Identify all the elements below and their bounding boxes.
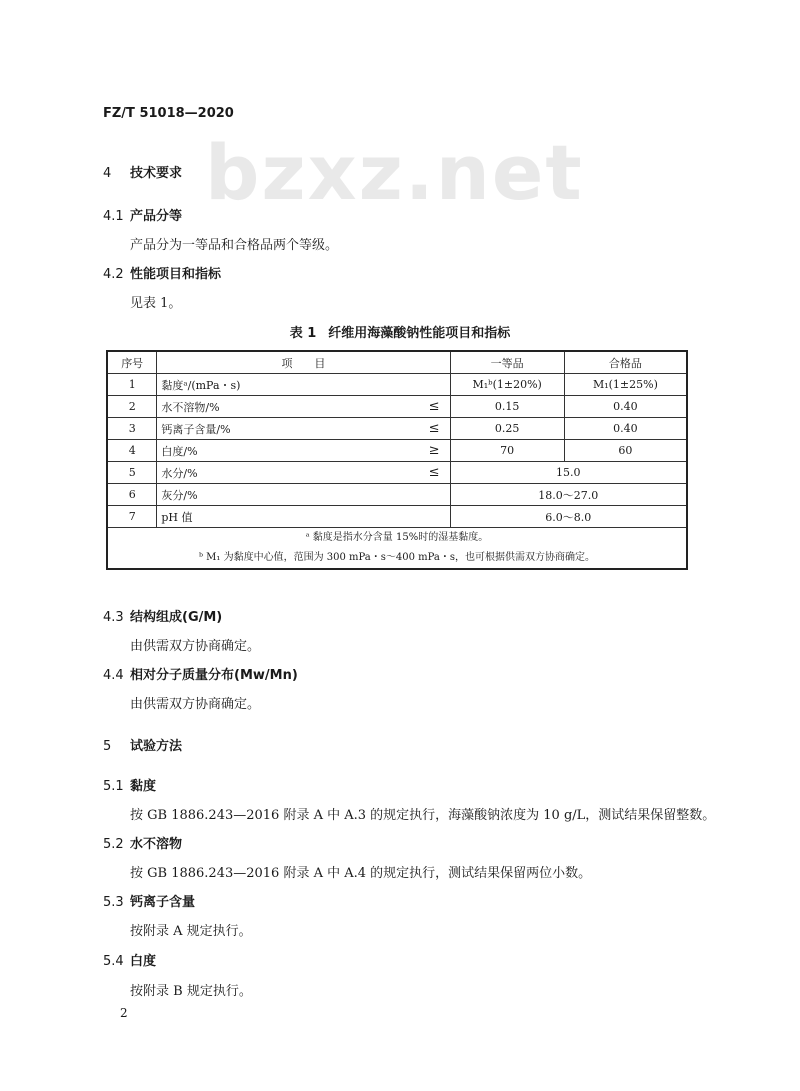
section-title: 钙离子含量 (130, 895, 196, 910)
item-label: pH 值 (161, 510, 193, 524)
item-label: 黏度ᵃ/(mPa・s) (161, 378, 241, 392)
section-5-4-body: 按附录 B 规定执行。 (130, 984, 252, 999)
item-label: 灰分/% (161, 488, 198, 502)
section-5-2-body: 按 GB 1886.243—2016 附录 A 中 A.4 的规定执行，测试结果保留两位小数。 (130, 866, 592, 881)
section-4-heading (103, 162, 182, 181)
section-4-1-body: 产品分为一等品和合格品两个等级。 (130, 238, 339, 253)
item-label: 钙离子含量/% (161, 422, 231, 436)
comparator: ≤ (428, 465, 440, 480)
table-row (107, 484, 687, 506)
table-notes (107, 528, 687, 570)
section-number: 4.2 (103, 267, 124, 282)
section-5-3-heading (103, 891, 195, 910)
page-number: 2 (120, 1006, 128, 1020)
table-row (107, 506, 687, 528)
cell-item (157, 374, 450, 396)
section-number: 4.1 (103, 209, 124, 224)
section-number: 5 (103, 739, 112, 754)
section-number: 4 (103, 166, 112, 181)
cell-no: 4 (107, 440, 157, 462)
header-first-grade: 一等品 (450, 351, 564, 374)
cell-merged-value: 18.0～27.0 (450, 484, 687, 506)
section-4-2-body: 见表 1。 (130, 296, 182, 311)
cell-no: 6 (107, 484, 157, 506)
cell-no: 3 (107, 418, 157, 440)
table-caption-title: 纤维用海藻酸钠性能项目和指标 (328, 326, 511, 341)
cell-no: 1 (107, 374, 157, 396)
table-row (107, 374, 687, 396)
cell-first-grade: 0.15 (450, 396, 564, 418)
cell-item (157, 418, 450, 440)
table-note-b: ᵇ M₁ 为黏度中心值，范围为 300 mPa・s～400 mPa・s，也可根据供需双方协商确定。 (198, 552, 596, 563)
section-4-4-heading (103, 664, 298, 683)
section-title: 相对分子质量分布(Mw/Mn) (130, 668, 298, 683)
cell-no: 5 (107, 462, 157, 484)
section-title: 白度 (130, 954, 157, 969)
table-row (107, 418, 687, 440)
section-title: 技术要求 (130, 166, 183, 181)
section-number: 4.4 (103, 668, 124, 683)
section-number: 5.2 (103, 837, 124, 852)
section-title: 产品分等 (130, 209, 183, 224)
section-4-3-heading (103, 606, 222, 625)
table-notes-row (107, 528, 687, 570)
cell-item (157, 506, 450, 528)
cell-qualified: 60 (564, 440, 687, 462)
section-number: 5.4 (103, 954, 124, 969)
cell-item (157, 440, 450, 462)
section-4-3-body: 由供需双方协商确定。 (130, 639, 261, 654)
cell-qualified: M₁(1±25%) (564, 374, 687, 396)
table-row (107, 396, 687, 418)
cell-item (157, 484, 450, 506)
table-row (107, 440, 687, 462)
item-label: 白度/% (161, 444, 198, 458)
section-5-1-body: 按 GB 1886.243—2016 附录 A 中 A.3 的规定执行，海藻酸钠浓度为 10 g/L，测试结果保留整数。 (130, 808, 716, 823)
comparator: ≥ (428, 443, 440, 458)
section-title: 黏度 (130, 779, 157, 794)
item-label: 水不溶物/% (161, 400, 220, 414)
cell-first-grade: 0.25 (450, 418, 564, 440)
section-5-1-heading (103, 775, 156, 794)
cell-first-grade: M₁ᵇ(1±20%) (450, 374, 564, 396)
cell-no: 7 (107, 506, 157, 528)
section-number: 5.1 (103, 779, 124, 794)
section-4-2-heading (103, 263, 221, 282)
cell-qualified: 0.40 (564, 418, 687, 440)
table-note-a: ᵃ 黏度是指水分含量 15%时的湿基黏度。 (305, 532, 489, 543)
section-5-4-heading (103, 950, 156, 969)
section-4-4-body: 由供需双方协商确定。 (130, 697, 261, 712)
comparator: ≤ (428, 399, 440, 414)
cell-item (157, 462, 450, 484)
standard-code: FZ/T 51018—2020 (103, 106, 234, 121)
cell-no: 2 (107, 396, 157, 418)
table-caption (0, 322, 800, 341)
header-item: 项 目 (157, 351, 450, 374)
header-qualified: 合格品 (564, 351, 687, 374)
section-5-heading (103, 735, 182, 754)
section-number: 4.3 (103, 610, 124, 625)
header-no: 序号 (107, 351, 157, 374)
spec-table (106, 350, 688, 570)
table-header-row (107, 351, 687, 374)
section-title: 结构组成(G/M) (130, 610, 223, 625)
section-5-2-heading (103, 833, 182, 852)
item-label: 水分/% (161, 466, 198, 480)
cell-merged-value: 15.0 (450, 462, 687, 484)
watermark: bzxz.net (205, 128, 584, 217)
section-title: 性能项目和指标 (130, 267, 222, 282)
cell-item (157, 396, 450, 418)
comparator: ≤ (428, 421, 440, 436)
cell-merged-value: 6.0～8.0 (450, 506, 687, 528)
section-title: 试验方法 (130, 739, 183, 754)
cell-first-grade: 70 (450, 440, 564, 462)
section-title: 水不溶物 (130, 837, 183, 852)
table-caption-label: 表 1 (289, 326, 317, 341)
section-number: 5.3 (103, 895, 124, 910)
cell-qualified: 0.40 (564, 396, 687, 418)
section-4-1-heading (103, 205, 182, 224)
table-row (107, 462, 687, 484)
section-5-3-body: 按附录 A 规定执行。 (130, 924, 252, 939)
